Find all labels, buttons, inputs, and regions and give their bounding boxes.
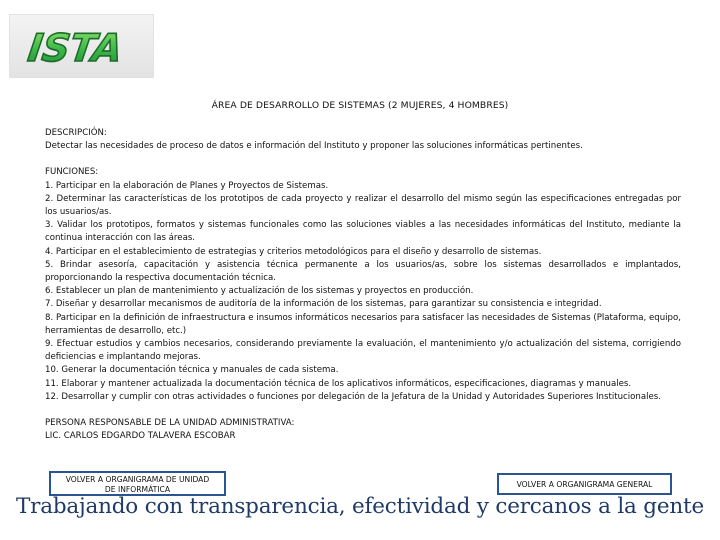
function-item: 8. Participar en la definición de infraestructura e insumos informáticos necesarios para satisfacer las necesidades de Sistemas (Plataforma, equipo, herramientas de desarrollo, etc.) [45, 312, 681, 336]
function-item: 1. Participar en la elaboración de Planes y Proyectos de Sistemas. [45, 180, 329, 191]
ista-logo [9, 14, 154, 78]
page-title: ÁREA DE DESARROLLO DE SISTEMAS (2 MUJERES, 4 HOMBRES) [211, 100, 509, 111]
button-label-line1: VOLVER A ORGANIGRAMA DE UNIDAD [65, 475, 210, 484]
function-item: 9. Efectuar estudios y cambios necesarios, considerando previamente la evaluación, el mantenimiento y/o actualización del sistema, corrigiendo deficiencias e implantando mejoras. [45, 339, 681, 363]
function-item: 10. Generar la documentación técnica y manuales de cada sistema. [45, 365, 339, 376]
responsible-heading: PERSONA RESPONSABLE DE LA UNIDAD ADMINISTRATIVA: [45, 418, 295, 429]
description-text: Detectar las necesidades de proceso de datos e información del Instituto y proponer las soluciones informáticas pertinentes. [45, 141, 583, 152]
function-item: 3. Validar los prototipos, formatos y sistemas funcionales como las soluciones viables a las necesidades informáticas del Instituto, mediante la continua interacción con las áreas. [45, 220, 681, 244]
function-item: 12. Desarrollar y cumplir con otras actividades o funciones por delegación de la Jefatura de la Unidad y Autoridades Superiores Institucionales. [45, 391, 662, 402]
button-label-line2: DE INFORMÁTICA [104, 485, 171, 494]
ista-logo-graphic [10, 15, 153, 77]
function-item: 2. Determinar las características de los prototipos de cada proyecto y realizar el desarrollo del mismo según las especificaciones entregadas por los usuarios/as. [45, 193, 681, 218]
back-to-general-org-chart-button[interactable] [497, 473, 672, 495]
slogan: Trabajando con transparencia, efectividad y cercanos a la gente [16, 494, 704, 519]
function-item: 11. Elaborar y mantener actualizada la documentación técnica de los aplicativos informáticos, especificaciones, diagramas y manuales. [45, 378, 632, 389]
back-to-unit-org-chart-button[interactable] [49, 471, 226, 496]
button-label: VOLVER A ORGANIGRAMA GENERAL [516, 480, 653, 489]
function-item: 6. Establecer un plan de mantenimiento y actualización de los sistemas y proyectos en producción. [45, 286, 474, 297]
spacer [45, 404, 681, 417]
function-item: 4. Participar en el establecimiento de estrategias y criterios metodológicos para el diseño y desarrollo de sistemas. [45, 246, 542, 257]
function-item: 5. Brindar asesoría, capacitación y asistencia técnica permanente a los usuarios/as, sobre los sistemas desarrollados e implantados, proporcionando la respectiva documentación técnica. [45, 259, 681, 284]
responsible-name: LIC. CARLOS EDGARDO TALAVERA ESCOBAR [45, 431, 236, 442]
logo-text: ISTA [25, 27, 126, 71]
functions-heading: FUNCIONES: [45, 167, 99, 178]
function-item: 7. Diseñar y desarrollar mecanismos de auditoría de la información de los sistemas, para garantizar su consistencia e integridad. [45, 299, 602, 310]
document-body [45, 127, 681, 443]
description-heading: DESCRIPCIÓN: [45, 128, 107, 138]
spacer [45, 153, 681, 166]
